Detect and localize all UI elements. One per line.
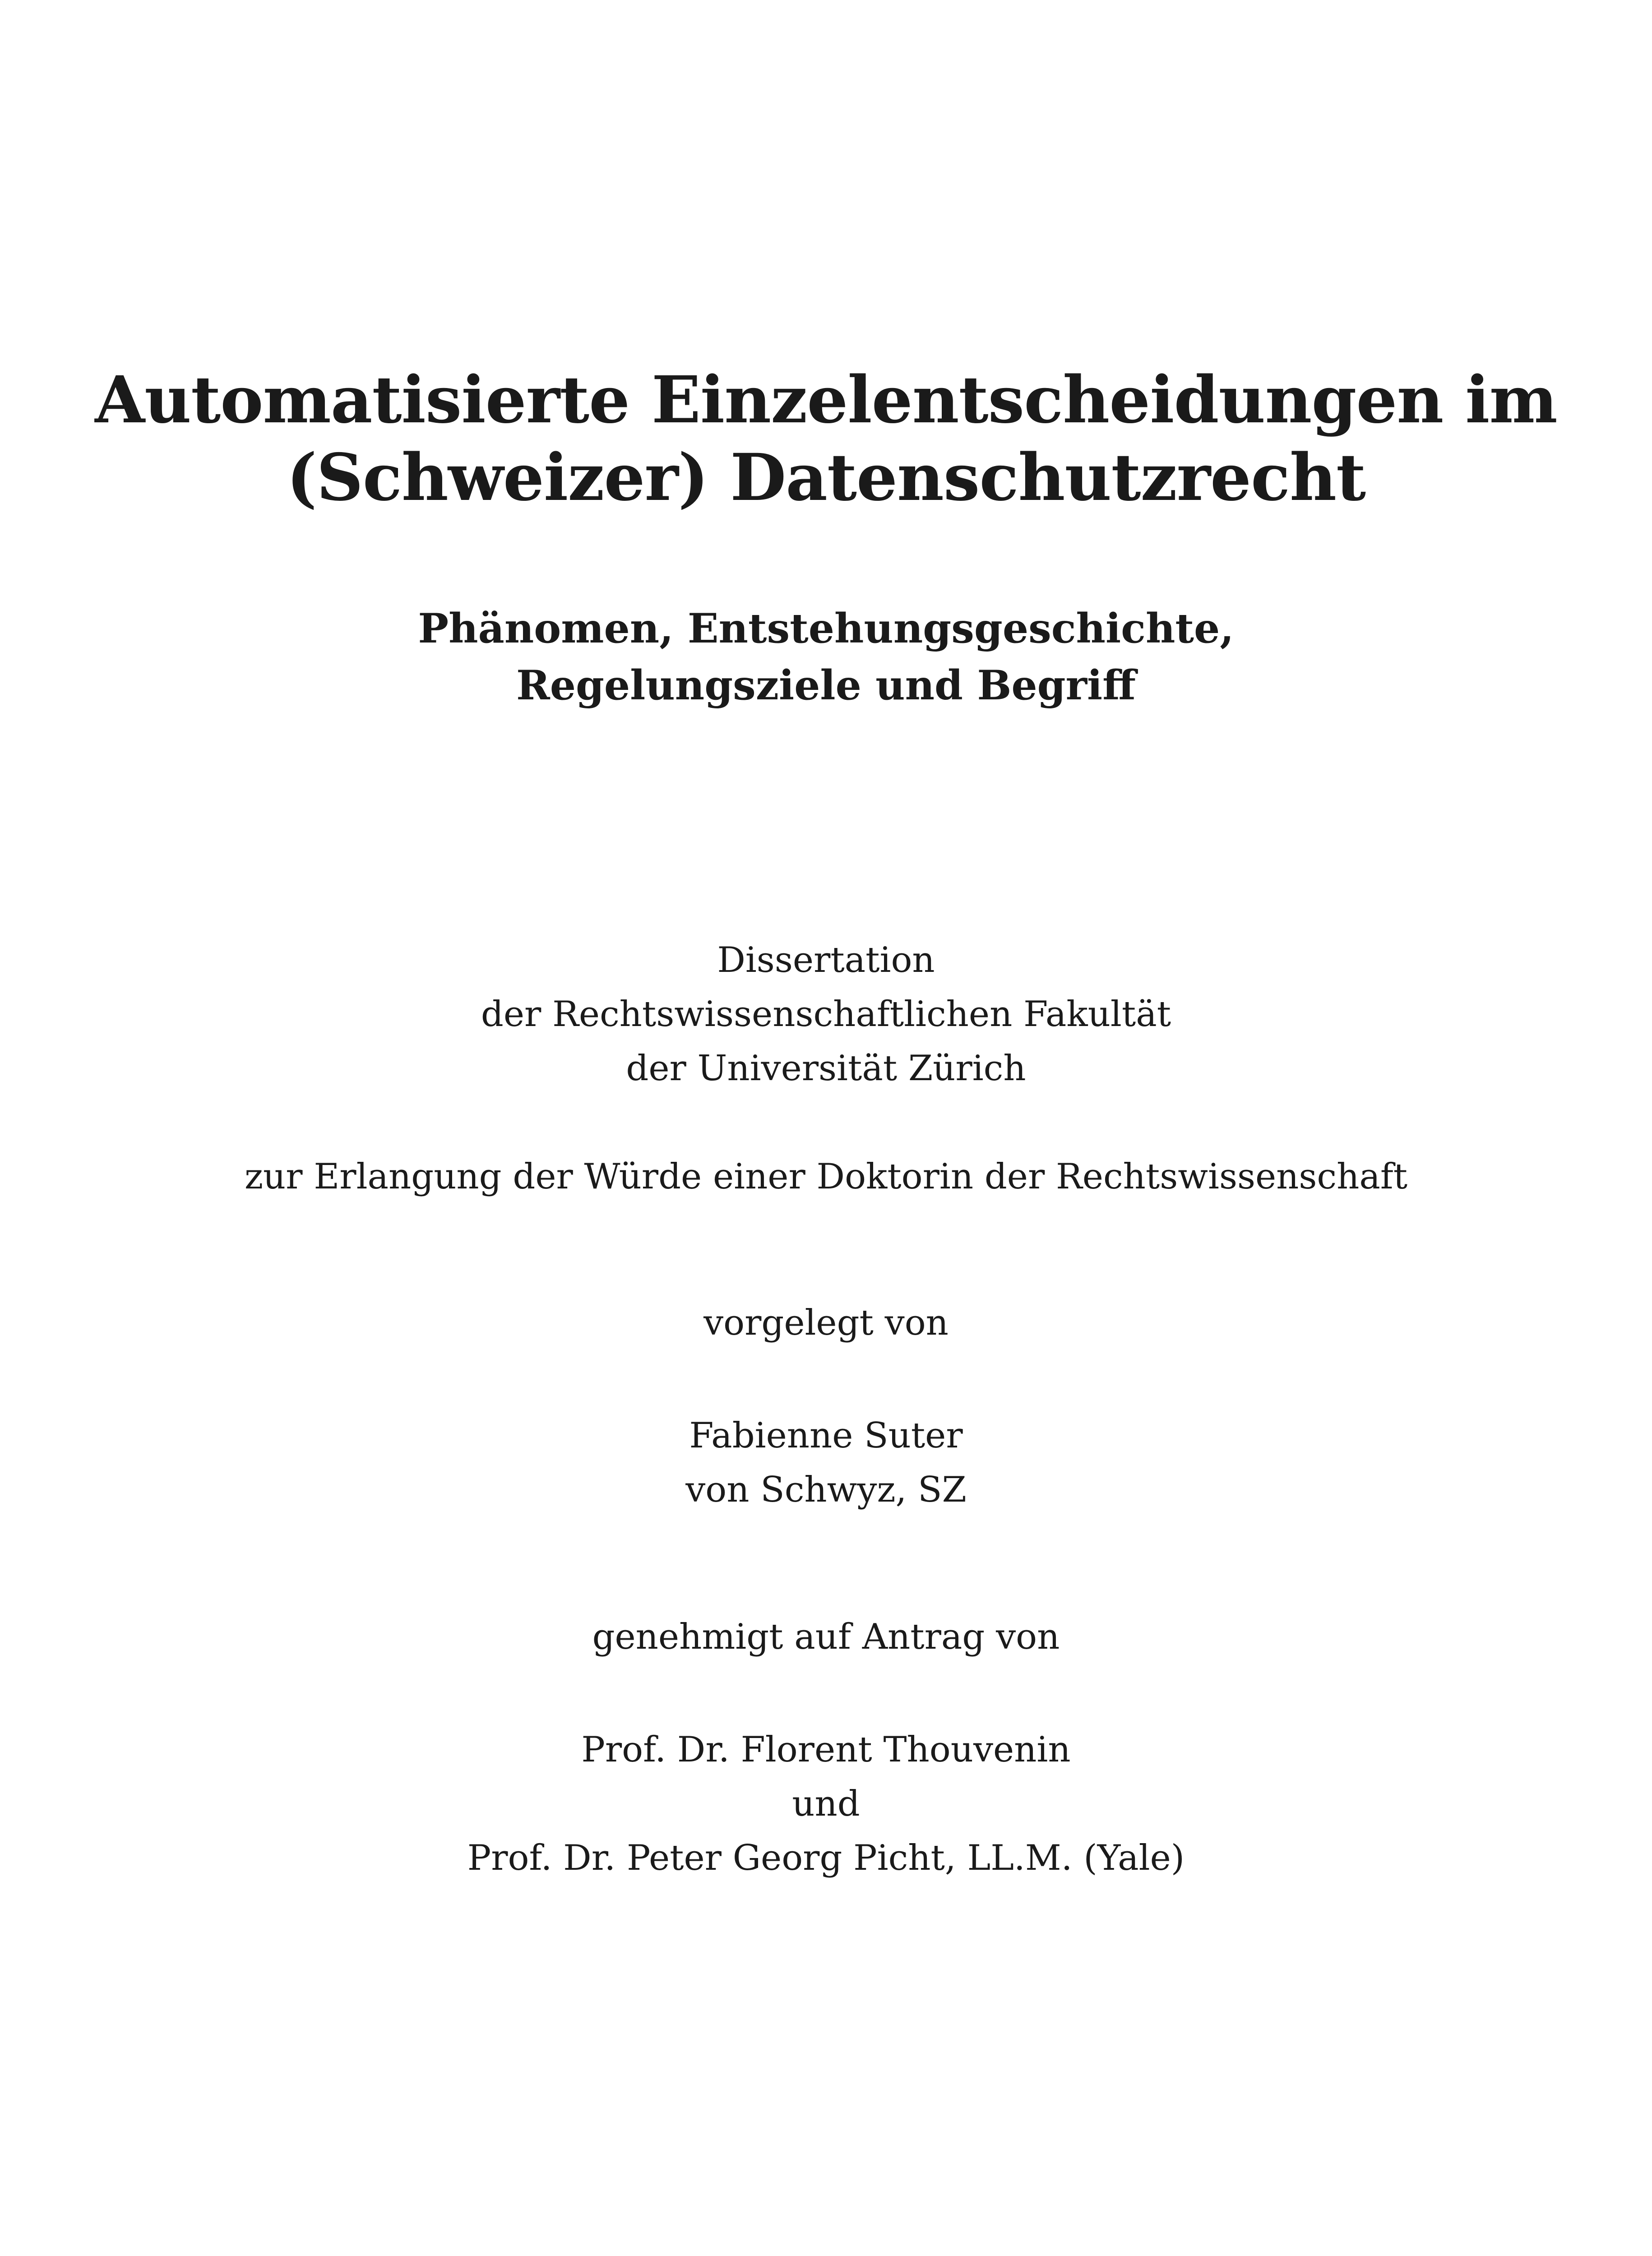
subtitle-line-1: Phänomen, Entstehungsgeschichte, (418, 605, 1234, 652)
submitted-by-text: vorgelegt von (703, 1303, 949, 1343)
author-name: Fabienne Suter (689, 1415, 963, 1456)
document-subtitle (0, 600, 1652, 714)
author-origin: von Schwyz, SZ (685, 1470, 967, 1510)
faculty-name: der Rechtswissenschaftlichen Fakultät (481, 994, 1171, 1035)
submitted-by (0, 1296, 1652, 1350)
dissertation-label: Dissertation (717, 940, 935, 980)
supervisor-conjunction: und (792, 1784, 860, 1824)
subtitle-line-2: Regelungsziele und Begriff (516, 661, 1136, 709)
supervisor-second: Prof. Dr. Peter Georg Picht, LL.M. (Yale) (467, 1838, 1185, 1878)
author-block (0, 1409, 1652, 1517)
dissertation-statement (0, 933, 1652, 1096)
title-line-2: (Schweizer) Datenschutzrecht (286, 439, 1366, 515)
supervisor-first: Prof. Dr. Florent Thouvenin (581, 1729, 1071, 1770)
document-title (0, 361, 1652, 516)
degree-purpose-text: zur Erlangung der Würde einer Doktorin der Rechtswissenschaft (244, 1156, 1408, 1197)
approved-by (0, 1610, 1652, 1664)
supervisors-block (0, 1723, 1652, 1885)
title-line-1: Automatisierte Einzelentscheidungen im (95, 362, 1557, 438)
approved-by-text: genehmigt auf Antrag von (592, 1617, 1060, 1657)
university-name: der Universität Zürich (626, 1048, 1026, 1089)
degree-purpose (0, 1150, 1652, 1204)
